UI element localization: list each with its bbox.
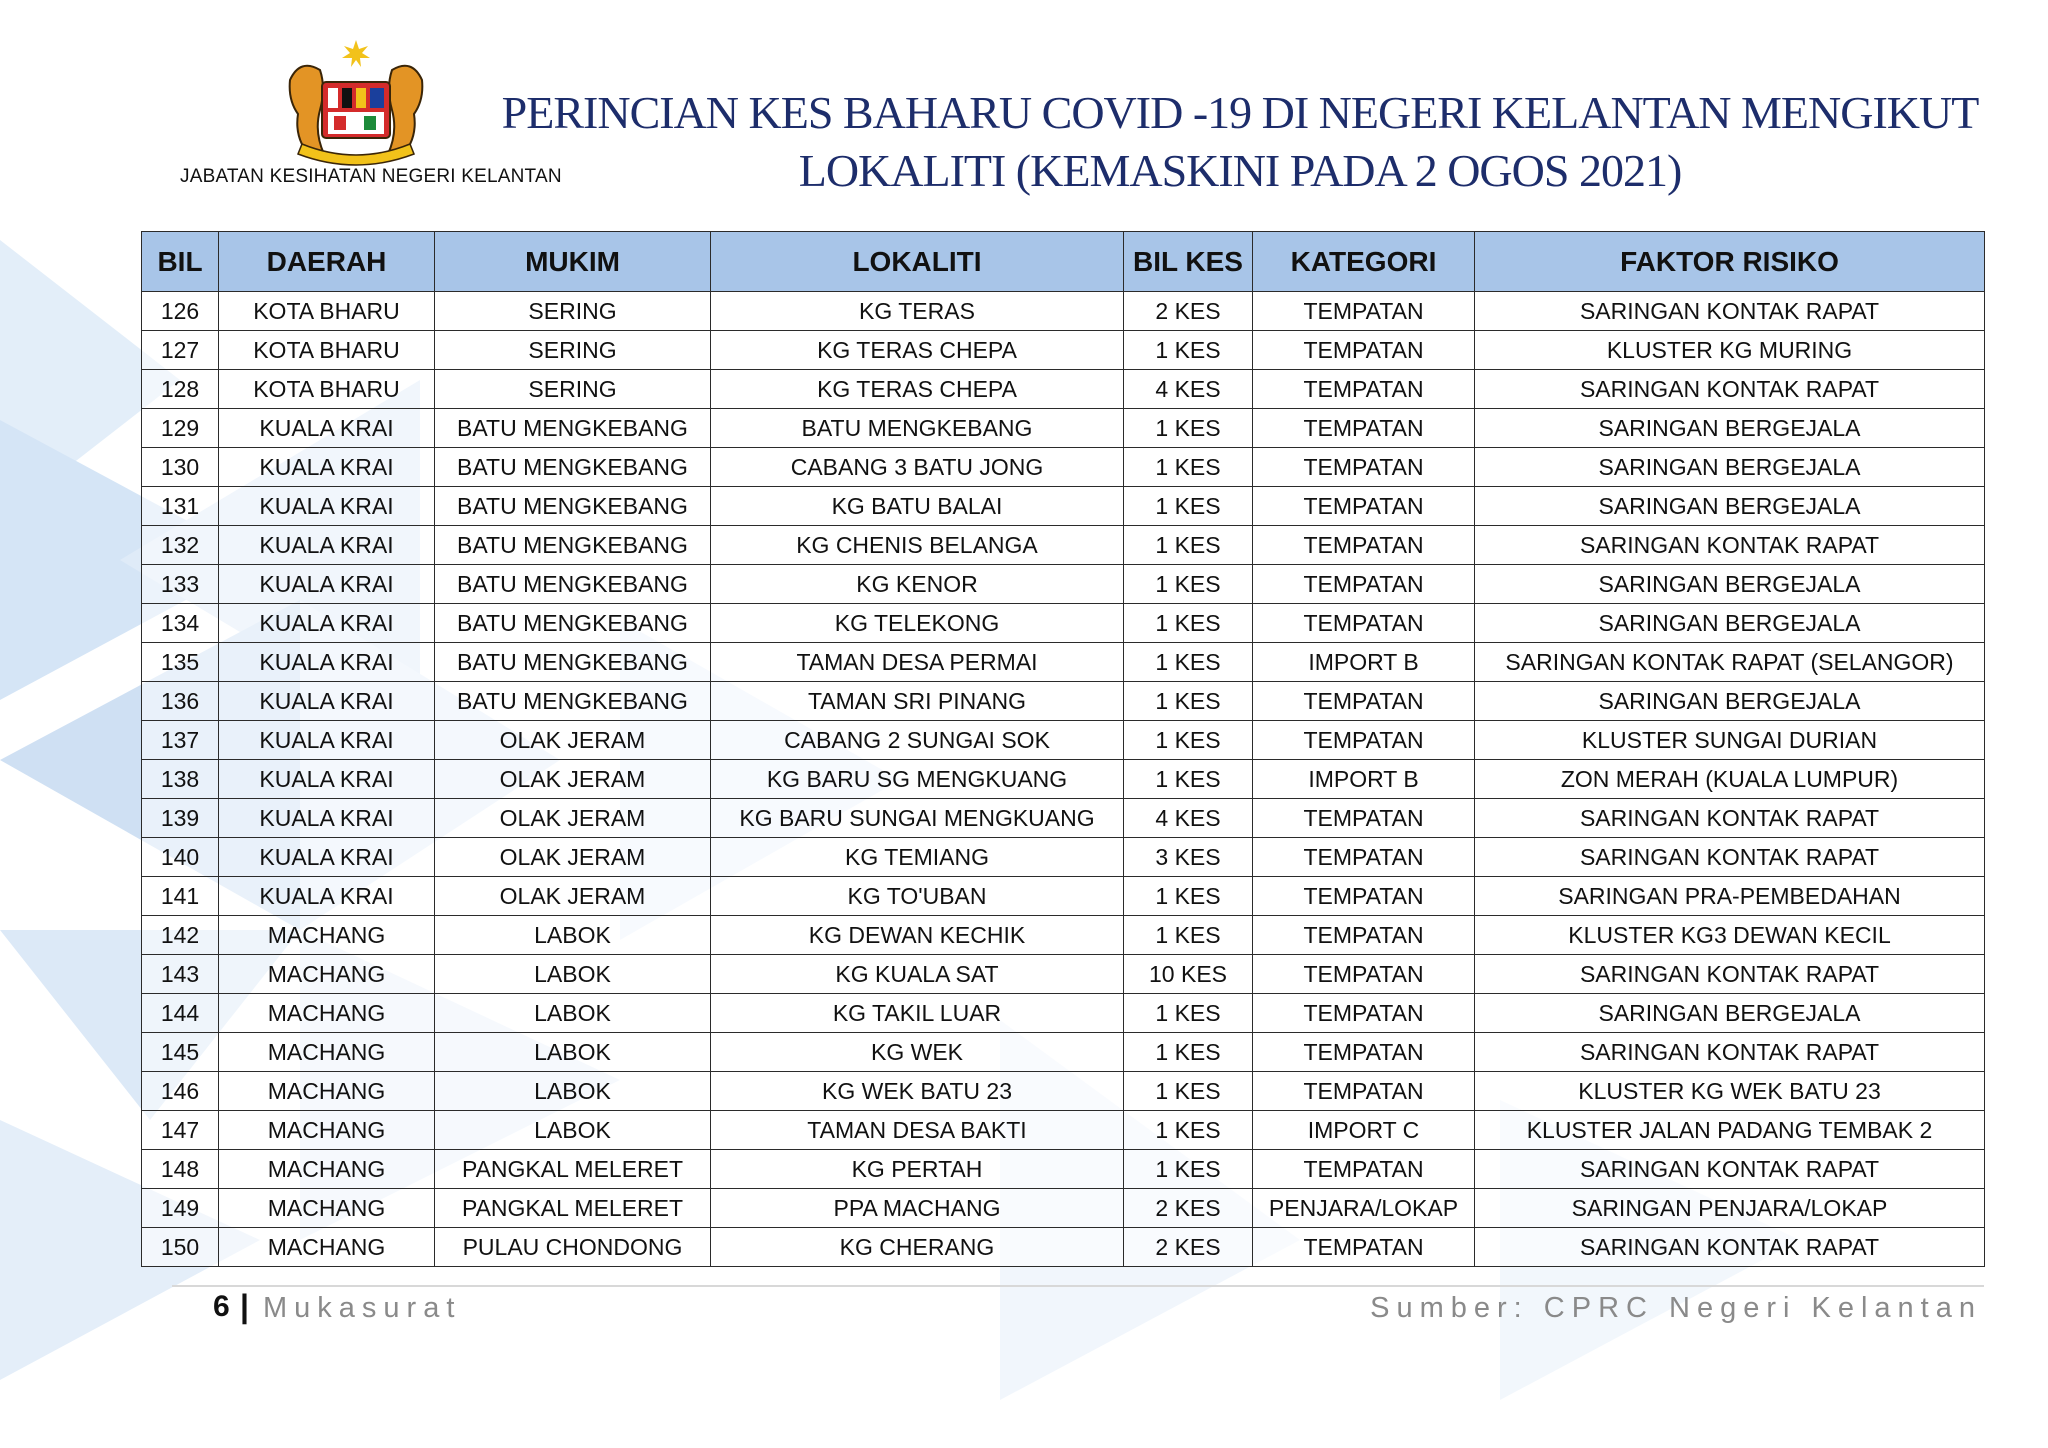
- cell-kategori: TEMPATAN: [1253, 370, 1475, 409]
- cell-bil-kes: 1 KES: [1124, 448, 1253, 487]
- table-row: [142, 604, 1985, 643]
- cell-mukim: SERING: [435, 331, 711, 370]
- cell-kategori: TEMPATAN: [1253, 1033, 1475, 1072]
- column-header-kategori: KATEGORI: [1253, 232, 1475, 292]
- cell-bil-kes: 1 KES: [1124, 1072, 1253, 1111]
- table-row: [142, 1111, 1985, 1150]
- cell-daerah: MACHANG: [219, 1150, 435, 1189]
- page-label: Mukasurat: [263, 1292, 462, 1324]
- cell-kategori: IMPORT B: [1253, 643, 1475, 682]
- table-row: [142, 877, 1985, 916]
- cell-lokaliti: KG TEMIANG: [711, 838, 1124, 877]
- cell-mukim: LABOK: [435, 916, 711, 955]
- cell-mukim: OLAK JERAM: [435, 877, 711, 916]
- cell-faktor-risiko: KLUSTER KG WEK BATU 23: [1475, 1072, 1985, 1111]
- table-row: [142, 1033, 1985, 1072]
- cell-faktor-risiko: SARINGAN KONTAK RAPAT (SELANGOR): [1475, 643, 1985, 682]
- cell-bil: 146: [142, 1072, 219, 1111]
- cell-mukim: BATU MENGKEBANG: [435, 643, 711, 682]
- cell-kategori: IMPORT C: [1253, 1111, 1475, 1150]
- page-number: 6: [213, 1290, 230, 1323]
- cell-mukim: BATU MENGKEBANG: [435, 682, 711, 721]
- cell-kategori: TEMPATAN: [1253, 331, 1475, 370]
- cell-faktor-risiko: SARINGAN PRA-PEMBEDAHAN: [1475, 877, 1985, 916]
- cell-bil-kes: 10 KES: [1124, 955, 1253, 994]
- cell-kategori: IMPORT B: [1253, 760, 1475, 799]
- cell-mukim: LABOK: [435, 1111, 711, 1150]
- cell-bil: 135: [142, 643, 219, 682]
- table-row: [142, 682, 1985, 721]
- cell-lokaliti: KG TERAS CHEPA: [711, 331, 1124, 370]
- cell-faktor-risiko: KLUSTER JALAN PADANG TEMBAK 2: [1475, 1111, 1985, 1150]
- cell-daerah: KOTA BHARU: [219, 292, 435, 331]
- cell-kategori: TEMPATAN: [1253, 838, 1475, 877]
- cell-faktor-risiko: SARINGAN BERGEJALA: [1475, 682, 1985, 721]
- cell-mukim: LABOK: [435, 994, 711, 1033]
- cell-daerah: KOTA BHARU: [219, 331, 435, 370]
- cell-mukim: LABOK: [435, 955, 711, 994]
- cell-kategori: TEMPATAN: [1253, 955, 1475, 994]
- cell-kategori: TEMPATAN: [1253, 1072, 1475, 1111]
- cell-bil: 137: [142, 721, 219, 760]
- cell-daerah: KUALA KRAI: [219, 682, 435, 721]
- cell-bil-kes: 1 KES: [1124, 721, 1253, 760]
- cell-mukim: PANGKAL MELERET: [435, 1189, 711, 1228]
- cell-lokaliti: KG BARU SUNGAI MENGKUANG: [711, 799, 1124, 838]
- cell-daerah: KUALA KRAI: [219, 565, 435, 604]
- cell-mukim: BATU MENGKEBANG: [435, 409, 711, 448]
- cell-bil: 148: [142, 1150, 219, 1189]
- column-header-mukim: MUKIM: [435, 232, 711, 292]
- cell-lokaliti: KG TELEKONG: [711, 604, 1124, 643]
- cases-table: [141, 231, 1985, 1267]
- cell-daerah: MACHANG: [219, 1228, 435, 1267]
- cell-bil-kes: 1 KES: [1124, 1033, 1253, 1072]
- cell-bil-kes: 1 KES: [1124, 1111, 1253, 1150]
- table-row: [142, 643, 1985, 682]
- table-row: [142, 916, 1985, 955]
- cell-bil-kes: 1 KES: [1124, 565, 1253, 604]
- cell-bil-kes: 1 KES: [1124, 1150, 1253, 1189]
- cell-bil: 145: [142, 1033, 219, 1072]
- column-header-bil-kes: BIL KES: [1124, 232, 1253, 292]
- cell-mukim: PANGKAL MELERET: [435, 1150, 711, 1189]
- cell-faktor-risiko: SARINGAN BERGEJALA: [1475, 604, 1985, 643]
- cell-daerah: MACHANG: [219, 955, 435, 994]
- cell-mukim: BATU MENGKEBANG: [435, 526, 711, 565]
- cell-lokaliti: TAMAN DESA PERMAI: [711, 643, 1124, 682]
- table-row: [142, 1072, 1985, 1111]
- table-row: [142, 448, 1985, 487]
- cell-lokaliti: KG CHENIS BELANGA: [711, 526, 1124, 565]
- cell-bil-kes: 2 KES: [1124, 1228, 1253, 1267]
- cell-lokaliti: CABANG 2 SUNGAI SOK: [711, 721, 1124, 760]
- cell-bil: 128: [142, 370, 219, 409]
- cell-lokaliti: PPA MACHANG: [711, 1189, 1124, 1228]
- cell-daerah: KUALA KRAI: [219, 721, 435, 760]
- cell-bil-kes: 1 KES: [1124, 682, 1253, 721]
- table-row: [142, 994, 1985, 1033]
- table-row: [142, 526, 1985, 565]
- cell-faktor-risiko: ZON MERAH (KUALA LUMPUR): [1475, 760, 1985, 799]
- cell-lokaliti: KG TAKIL LUAR: [711, 994, 1124, 1033]
- cell-mukim: LABOK: [435, 1072, 711, 1111]
- table-row: [142, 370, 1985, 409]
- table-row: [142, 838, 1985, 877]
- cell-bil: 149: [142, 1189, 219, 1228]
- page-title: [480, 84, 2000, 200]
- table-row: [142, 1228, 1985, 1267]
- cell-bil-kes: 2 KES: [1124, 292, 1253, 331]
- cell-bil: 150: [142, 1228, 219, 1267]
- cell-lokaliti: KG PERTAH: [711, 1150, 1124, 1189]
- cell-daerah: KUALA KRAI: [219, 760, 435, 799]
- table-row: [142, 292, 1985, 331]
- cell-faktor-risiko: SARINGAN KONTAK RAPAT: [1475, 799, 1985, 838]
- column-header-faktor-risiko: FAKTOR RISIKO: [1475, 232, 1985, 292]
- cell-mukim: BATU MENGKEBANG: [435, 487, 711, 526]
- cell-bil-kes: 4 KES: [1124, 370, 1253, 409]
- cell-bil-kes: 4 KES: [1124, 799, 1253, 838]
- cell-daerah: MACHANG: [219, 1033, 435, 1072]
- cell-lokaliti: KG DEWAN KECHIK: [711, 916, 1124, 955]
- cell-bil: 141: [142, 877, 219, 916]
- cell-daerah: MACHANG: [219, 1111, 435, 1150]
- cell-lokaliti: CABANG 3 BATU JONG: [711, 448, 1124, 487]
- cell-kategori: TEMPATAN: [1253, 994, 1475, 1033]
- cell-daerah: KUALA KRAI: [219, 643, 435, 682]
- table-row: [142, 409, 1985, 448]
- cell-lokaliti: KG WEK BATU 23: [711, 1072, 1124, 1111]
- source-note: Sumber: CPRC Negeri Kelantan: [1370, 1292, 1982, 1324]
- cell-bil-kes: 1 KES: [1124, 994, 1253, 1033]
- cell-bil: 143: [142, 955, 219, 994]
- page-separator: |: [240, 1288, 249, 1324]
- cell-kategori: TEMPATAN: [1253, 877, 1475, 916]
- cell-kategori: TEMPATAN: [1253, 721, 1475, 760]
- cell-faktor-risiko: SARINGAN KONTAK RAPAT: [1475, 370, 1985, 409]
- cell-bil-kes: 1 KES: [1124, 643, 1253, 682]
- cell-bil: 126: [142, 292, 219, 331]
- cell-faktor-risiko: KLUSTER KG3 DEWAN KECIL: [1475, 916, 1985, 955]
- cell-bil: 133: [142, 565, 219, 604]
- cell-faktor-risiko: SARINGAN BERGEJALA: [1475, 448, 1985, 487]
- cell-mukim: OLAK JERAM: [435, 799, 711, 838]
- cell-lokaliti: KG TO'UBAN: [711, 877, 1124, 916]
- cell-kategori: TEMPATAN: [1253, 604, 1475, 643]
- cell-daerah: KUALA KRAI: [219, 604, 435, 643]
- table-row: [142, 1189, 1985, 1228]
- cell-daerah: KUALA KRAI: [219, 487, 435, 526]
- malaysia-coat-of-arms-icon: [272, 40, 440, 166]
- table-row: [142, 721, 1985, 760]
- column-header-bil: BIL: [142, 232, 219, 292]
- cell-faktor-risiko: SARINGAN BERGEJALA: [1475, 487, 1985, 526]
- cell-faktor-risiko: SARINGAN KONTAK RAPAT: [1475, 838, 1985, 877]
- cell-faktor-risiko: SARINGAN BERGEJALA: [1475, 409, 1985, 448]
- cell-bil: 138: [142, 760, 219, 799]
- cell-daerah: KUALA KRAI: [219, 409, 435, 448]
- cell-lokaliti: KG BARU SG MENGKUANG: [711, 760, 1124, 799]
- cell-daerah: KUALA KRAI: [219, 799, 435, 838]
- cell-bil: 129: [142, 409, 219, 448]
- cell-faktor-risiko: SARINGAN KONTAK RAPAT: [1475, 292, 1985, 331]
- cell-bil: 132: [142, 526, 219, 565]
- table-row: [142, 955, 1985, 994]
- cell-kategori: TEMPATAN: [1253, 799, 1475, 838]
- cell-kategori: TEMPATAN: [1253, 1228, 1475, 1267]
- cell-kategori: TEMPATAN: [1253, 1150, 1475, 1189]
- table-row: [142, 565, 1985, 604]
- table-row: [142, 1150, 1985, 1189]
- cell-mukim: OLAK JERAM: [435, 721, 711, 760]
- table-row: [142, 331, 1985, 370]
- cell-kategori: TEMPATAN: [1253, 682, 1475, 721]
- table-row: [142, 487, 1985, 526]
- cell-faktor-risiko: SARINGAN BERGEJALA: [1475, 994, 1985, 1033]
- page-title-line-2: LOKALITI (KEMASKINI PADA 2 OGOS 2021): [798, 145, 1682, 196]
- cell-faktor-risiko: SARINGAN KONTAK RAPAT: [1475, 1033, 1985, 1072]
- cell-lokaliti: KG BATU BALAI: [711, 487, 1124, 526]
- cell-mukim: PULAU CHONDONG: [435, 1228, 711, 1267]
- cell-mukim: BATU MENGKEBANG: [435, 604, 711, 643]
- cell-kategori: TEMPATAN: [1253, 526, 1475, 565]
- cell-kategori: TEMPATAN: [1253, 448, 1475, 487]
- cell-bil: 147: [142, 1111, 219, 1150]
- cell-bil: 144: [142, 994, 219, 1033]
- cell-bil-kes: 3 KES: [1124, 838, 1253, 877]
- cell-lokaliti: KG TERAS CHEPA: [711, 370, 1124, 409]
- cell-kategori: TEMPATAN: [1253, 487, 1475, 526]
- cell-daerah: MACHANG: [219, 916, 435, 955]
- page-title-line-1: PERINCIAN KES BAHARU COVID -19 DI NEGERI KELANTAN MENGIKUT: [501, 87, 1979, 138]
- cell-bil: 127: [142, 331, 219, 370]
- cell-mukim: OLAK JERAM: [435, 760, 711, 799]
- cell-faktor-risiko: SARINGAN BERGEJALA: [1475, 565, 1985, 604]
- cell-faktor-risiko: KLUSTER SUNGAI DURIAN: [1475, 721, 1985, 760]
- cell-lokaliti: TAMAN DESA BAKTI: [711, 1111, 1124, 1150]
- cell-lokaliti: KG WEK: [711, 1033, 1124, 1072]
- cell-mukim: BATU MENGKEBANG: [435, 565, 711, 604]
- cell-mukim: LABOK: [435, 1033, 711, 1072]
- cell-daerah: KUALA KRAI: [219, 526, 435, 565]
- cell-bil: 139: [142, 799, 219, 838]
- table-body: [142, 292, 1985, 1267]
- cell-mukim: SERING: [435, 370, 711, 409]
- cell-lokaliti: BATU MENGKEBANG: [711, 409, 1124, 448]
- cell-bil-kes: 1 KES: [1124, 526, 1253, 565]
- table-row: [142, 799, 1985, 838]
- column-header-daerah: DAERAH: [219, 232, 435, 292]
- cell-kategori: TEMPATAN: [1253, 916, 1475, 955]
- footer-divider: [172, 1285, 1984, 1287]
- cell-daerah: KUALA KRAI: [219, 448, 435, 487]
- cell-bil: 134: [142, 604, 219, 643]
- cell-bil-kes: 1 KES: [1124, 409, 1253, 448]
- cell-faktor-risiko: SARINGAN KONTAK RAPAT: [1475, 955, 1985, 994]
- cell-daerah: KUALA KRAI: [219, 838, 435, 877]
- cell-lokaliti: KG KENOR: [711, 565, 1124, 604]
- cell-lokaliti: KG KUALA SAT: [711, 955, 1124, 994]
- cell-faktor-risiko: SARINGAN PENJARA/LOKAP: [1475, 1189, 1985, 1228]
- cell-lokaliti: KG TERAS: [711, 292, 1124, 331]
- cell-daerah: MACHANG: [219, 1072, 435, 1111]
- cell-daerah: KOTA BHARU: [219, 370, 435, 409]
- cell-bil: 140: [142, 838, 219, 877]
- cell-faktor-risiko: SARINGAN KONTAK RAPAT: [1475, 1150, 1985, 1189]
- column-header-lokaliti: LOKALITI: [711, 232, 1124, 292]
- cell-mukim: SERING: [435, 292, 711, 331]
- cell-kategori: TEMPATAN: [1253, 565, 1475, 604]
- cell-bil: 142: [142, 916, 219, 955]
- cell-bil-kes: 2 KES: [1124, 1189, 1253, 1228]
- cell-mukim: OLAK JERAM: [435, 838, 711, 877]
- cell-lokaliti: KG CHERANG: [711, 1228, 1124, 1267]
- cell-bil: 136: [142, 682, 219, 721]
- cell-daerah: KUALA KRAI: [219, 877, 435, 916]
- cell-bil-kes: 1 KES: [1124, 760, 1253, 799]
- table-header-row: [142, 232, 1985, 292]
- cell-kategori: PENJARA/LOKAP: [1253, 1189, 1475, 1228]
- cell-faktor-risiko: SARINGAN KONTAK RAPAT: [1475, 526, 1985, 565]
- cell-kategori: TEMPATAN: [1253, 409, 1475, 448]
- department-name: JABATAN KESIHATAN NEGERI KELANTAN: [180, 166, 562, 187]
- cell-bil-kes: 1 KES: [1124, 877, 1253, 916]
- cell-daerah: MACHANG: [219, 994, 435, 1033]
- table-row: [142, 760, 1985, 799]
- cell-bil-kes: 1 KES: [1124, 331, 1253, 370]
- cell-lokaliti: TAMAN SRI PINANG: [711, 682, 1124, 721]
- cell-bil: 131: [142, 487, 219, 526]
- cell-bil-kes: 1 KES: [1124, 916, 1253, 955]
- cell-faktor-risiko: KLUSTER KG MURING: [1475, 331, 1985, 370]
- cell-bil-kes: 1 KES: [1124, 487, 1253, 526]
- cell-faktor-risiko: SARINGAN KONTAK RAPAT: [1475, 1228, 1985, 1267]
- cell-bil-kes: 1 KES: [1124, 604, 1253, 643]
- cell-kategori: TEMPATAN: [1253, 292, 1475, 331]
- cell-daerah: MACHANG: [219, 1189, 435, 1228]
- cell-bil: 130: [142, 448, 219, 487]
- cell-mukim: BATU MENGKEBANG: [435, 448, 711, 487]
